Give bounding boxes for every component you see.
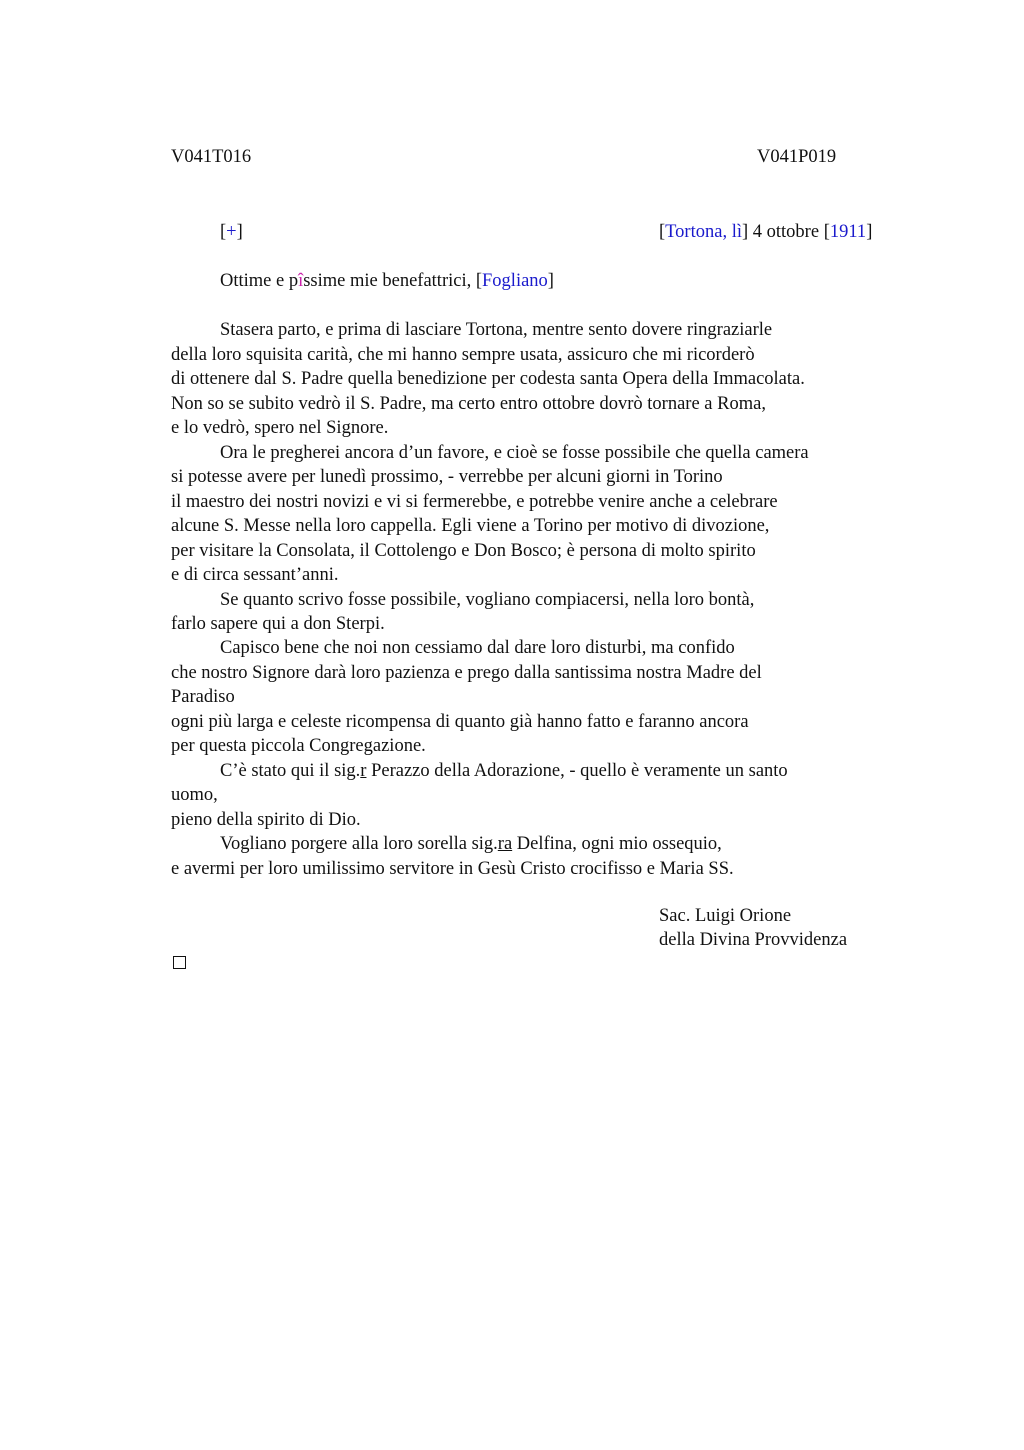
body-line-delfina — [220, 832, 722, 856]
body-line: pieno della spirito di Dio. — [171, 810, 361, 830]
body-line: della loro squisita carità, che mi hanno sempre usata, assicuro che mi ricorderò — [171, 345, 755, 365]
body-line: farlo sapere qui a don Sterpi. — [171, 614, 385, 634]
body-line: Ora le pregherei ancora d’un favore, e cioè se fosse possibile che quella camera — [220, 443, 809, 463]
place-text: Tortona, lì — [665, 222, 742, 242]
delfina-part-b: Delfina, ogni mio ossequio, — [512, 834, 722, 854]
perazzo-superscript: r — [360, 761, 367, 781]
end-marker-square-icon — [173, 956, 186, 969]
cross-mark: [+] — [220, 222, 243, 242]
body-line: di ottenere dal S. Padre quella benedizione per codesta santa Opera della Immacolata. — [171, 369, 805, 389]
delfina-superscript: ra — [497, 834, 513, 854]
body-line: si potesse avere per lunedì prossimo, - verrebbe per alcuni giorni in Torino — [171, 467, 723, 487]
place-date: [Tortona, lì] 4 ottobre [1911] — [659, 222, 873, 242]
body-line: per questa piccola Congregazione. — [171, 736, 426, 756]
body-line-closing: e avermi per loro umilissimo servitore in Gesù Cristo crocifisso e Maria SS. — [171, 859, 734, 879]
document-code-left: V041T016 — [171, 147, 252, 167]
recipient-place: Fogliano — [482, 271, 548, 291]
cross-symbol: + — [226, 222, 237, 242]
signature-name: Sac. Luigi Orione — [659, 906, 792, 926]
body-line: e di circa sessant’anni. — [171, 565, 339, 585]
body-line: e lo vedrò, spero nel Signore. — [171, 418, 389, 438]
perazzo-part-b: Perazzo della Adorazione, - quello è veramente un santo — [366, 761, 788, 781]
signature-title: della Divina Provvidenza — [659, 930, 848, 950]
salutation-mark: î — [298, 271, 304, 291]
salutation-part-b: ssime mie benefattrici, — [303, 271, 472, 291]
body-line: Stasera parto, e prima di lasciare Tortona, mentre sento dovere ringraziarle — [220, 320, 773, 340]
year-text: 1911 — [829, 222, 867, 242]
body-line: Capisco bene che noi non cessiamo dal dare loro disturbi, ma confido — [220, 638, 735, 658]
body-line: alcune S. Messe nella loro cappella. Egli viene a Torino per motivo di divozione, — [171, 516, 770, 536]
body-line: per visitare la Consolata, il Cottolengo e Don Bosco; è persona di molto spirito — [171, 541, 756, 561]
body-line: il maestro dei nostri novizi e vi si fermerebbe, e potrebbe venire anche a celebrare — [171, 492, 778, 512]
date-text: 4 ottobre — [752, 222, 820, 242]
body-line: ogni più larga e celeste ricompensa di quanto già hanno fatto e faranno ancora — [171, 712, 749, 732]
body-line: uomo, — [171, 785, 218, 805]
body-line: Paradiso — [171, 687, 235, 707]
body-line-perazzo — [220, 759, 788, 783]
perazzo-part-a: C’è stato qui il sig. — [220, 761, 361, 781]
salutation-part-a: Ottime e p — [220, 271, 299, 291]
document-code-right: V041P019 — [757, 147, 837, 167]
body-line: Se quanto scrivo fosse possibile, vogliano compiacersi, nella loro bontà, — [220, 590, 755, 610]
salutation: Ottime e pîssime mie benefattrici, [Fogliano] — [220, 271, 554, 291]
delfina-part-a: Vogliano porgere alla loro sorella sig. — [220, 834, 498, 854]
body-line: Non so se subito vedrò il S. Padre, ma certo entro ottobre dovrò tornare a Roma, — [171, 394, 766, 414]
body-line: che nostro Signore darà loro pazienza e prego dalla santissima nostra Madre del — [171, 663, 762, 683]
